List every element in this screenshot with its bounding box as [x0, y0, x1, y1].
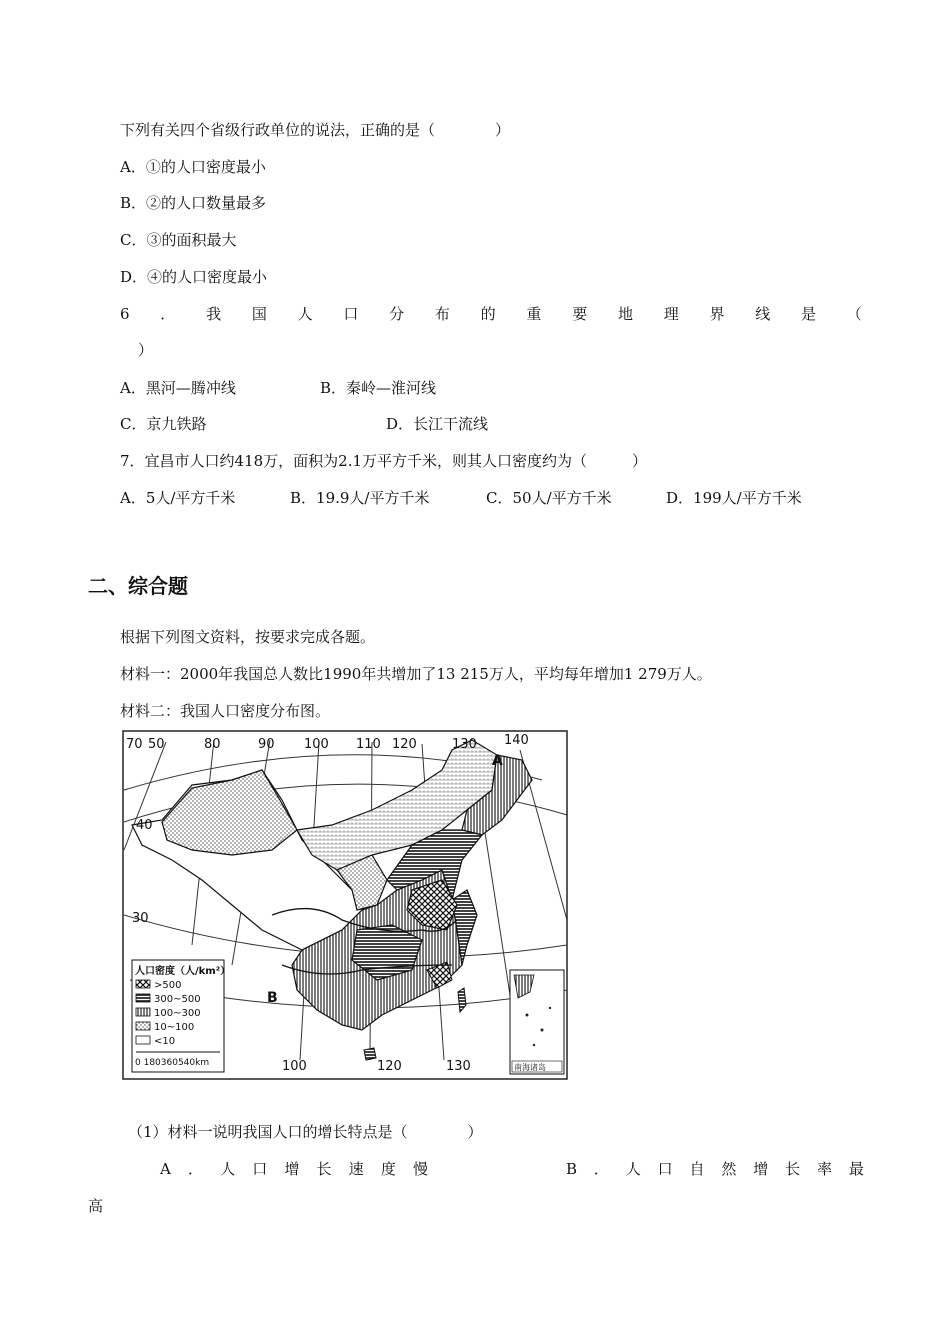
lat-label-40: 40 — [136, 818, 153, 833]
legend-item-10-100: 10~100 — [154, 1022, 195, 1033]
section-intro: 根据下列图文资料，按要求完成各题。 — [120, 628, 376, 646]
q5-stem: 下列有关四个省级行政单位的说法，正确的是（ ） — [120, 121, 511, 139]
lon-label-100: 100 — [304, 737, 329, 752]
q6-option-a: A．黑河—腾冲线 — [120, 379, 236, 397]
lon-label-130: 130 — [452, 737, 477, 752]
inset-label: 南海诸岛 — [514, 1063, 546, 1072]
q6-stem: 6 ． 我 国 人 口 分 布 的 重 要 地 理 界 线 是 （ — [120, 305, 862, 323]
lon-label-140: 140 — [504, 733, 529, 748]
south-sea-inset — [510, 970, 564, 1074]
lon-label-110: 110 — [356, 737, 381, 752]
legend-item-over-500: >500 — [154, 980, 182, 991]
lon-label-70: 70 — [126, 737, 143, 752]
lon-label-90: 90 — [258, 737, 275, 752]
legend-scale: 0 180360540km — [135, 1058, 210, 1068]
bottom-lon-label-130: 130 — [446, 1059, 471, 1074]
q6-option-b: B．秦岭—淮河线 — [320, 379, 437, 397]
q6-stem-tail: ） — [138, 341, 154, 359]
lon-label-80: 80 — [204, 737, 221, 752]
legend-title: 人口密度（人/km²） — [135, 966, 231, 977]
q5-option-d: D．④的人口密度最小 — [120, 268, 268, 286]
q7-option-c: C．50人/平方千米 — [486, 489, 612, 507]
lon-label-50: 50 — [148, 737, 165, 752]
legend-item-100-300: 100~300 — [154, 1008, 201, 1019]
q6-option-d: D．长江干流线 — [386, 415, 489, 433]
point-label-b: B — [267, 990, 278, 1006]
legend-item-under-10: <10 — [154, 1036, 176, 1047]
q7-option-b: B．19.9人/平方千米 — [290, 489, 430, 507]
population-density-map — [122, 730, 568, 1080]
lat-label-30: 30 — [132, 911, 149, 926]
map-legend — [132, 960, 230, 1072]
legend-item-300-500: 300~500 — [154, 994, 201, 1005]
q5-option-a: A．①的人口密度最小 — [120, 158, 266, 176]
sub1-option-b-wrap: 高 — [88, 1197, 104, 1215]
lon-label-120: 120 — [392, 737, 417, 752]
q7-option-a: A．5人/平方千米 — [120, 489, 236, 507]
sub1-option-a: A ． 人 口 增 长 速 度 慢 — [160, 1160, 428, 1178]
q7-stem: 7．宜昌市人口约418万，面积为2.1万平方千米，则其人口密度约为（ ） — [120, 452, 648, 470]
q5-option-c: C．③的面积最大 — [120, 231, 237, 249]
point-label-a: A — [492, 753, 503, 769]
bottom-lon-label-120: 120 — [377, 1059, 402, 1074]
section-heading: 二、综合题 — [88, 574, 188, 598]
sub1-stem: （1）材料一说明我国人口的增长特点是（ ） — [128, 1123, 483, 1141]
q6-option-c: C．京九铁路 — [120, 415, 207, 433]
q7-option-d: D．199人/平方千米 — [666, 489, 802, 507]
material-one: 材料一：2000年我国总人数比1990年共增加了13 215万人，平均每年增加1 279万人。 — [120, 665, 712, 683]
sub1-option-b: B ． 人 口 自 然 增 长 率 最 — [566, 1160, 864, 1178]
bottom-lon-label-100: 100 — [282, 1059, 307, 1074]
material-two: 材料二：我国人口密度分布图。 — [120, 702, 331, 720]
q5-option-b: B．②的人口数量最多 — [120, 194, 267, 212]
